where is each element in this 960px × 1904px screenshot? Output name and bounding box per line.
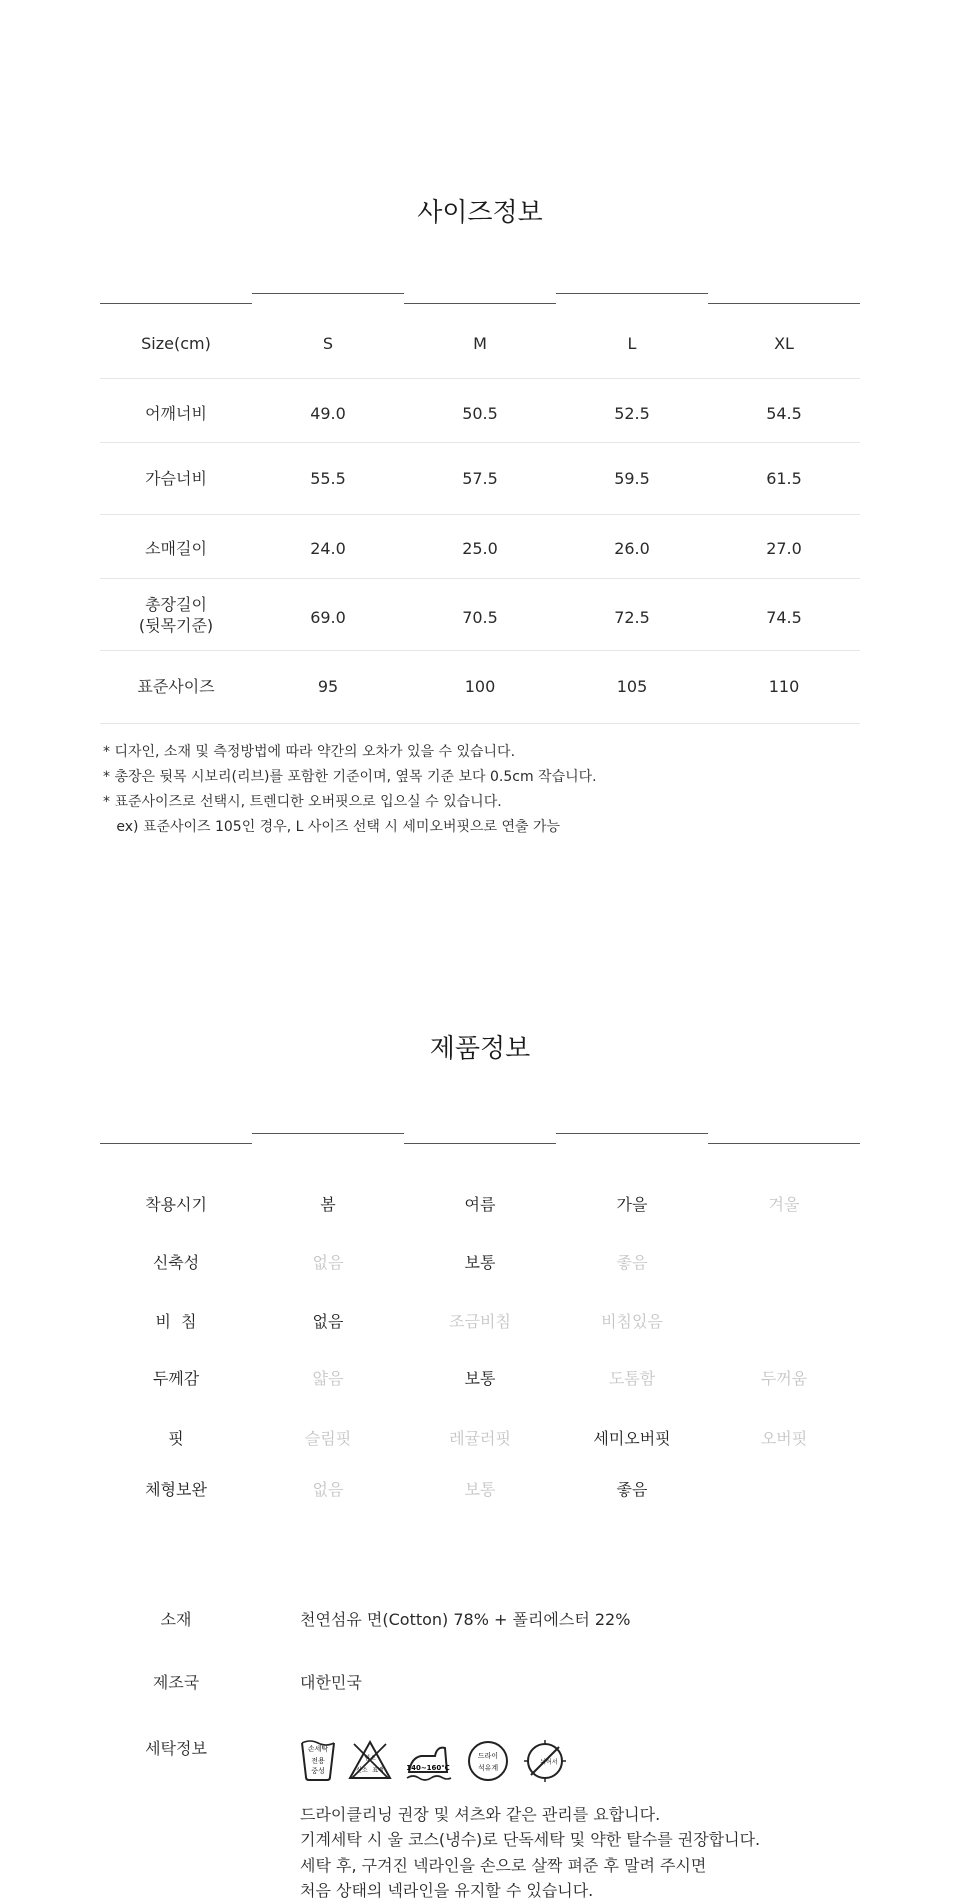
attribute-option-inactive: 얇음 [312, 1369, 344, 1388]
size-row-label: 표준사이즈 [137, 677, 215, 696]
size-header-l: L [627, 334, 637, 353]
attribute-option-inactive: 보통 [464, 1480, 496, 1499]
size-value: 54.5 [766, 404, 802, 423]
svg-text:표백: 표백 [372, 1767, 384, 1774]
attribute-label: 핏 [168, 1429, 184, 1448]
size-note: * 디자인, 소재 및 측정방법에 따라 약간의 오차가 있을 수 있습니다. [103, 744, 516, 760]
care-text-line: 세탁 후, 구겨진 넥라인을 손으로 살짝 펴준 후 말려 주시면 [300, 1856, 707, 1875]
care-text-line: 처음 상태의 넥라인을 유지할 수 있습니다. [300, 1881, 594, 1900]
size-value: 105 [616, 677, 648, 696]
size-value: 59.5 [614, 469, 650, 488]
attribute-option-inactive: 오버핏 [760, 1429, 808, 1448]
hand-wash-icon [298, 1737, 338, 1783]
care-label: 세탁정보 [145, 1739, 207, 1758]
attribute-option-inactive: 비침있음 [601, 1312, 663, 1331]
svg-text:손세탁: 손세탁 [307, 1745, 329, 1753]
size-section-title: 사이즈정보 [417, 198, 543, 228]
svg-text:중성: 중성 [311, 1767, 325, 1775]
attribute-option-inactive: 좋음 [616, 1253, 648, 1272]
attribute-option-active: 보통 [464, 1253, 496, 1272]
country-value: 대한민국 [300, 1673, 362, 1692]
size-row-label: 소매길이 [145, 539, 207, 558]
row-divider [100, 578, 860, 579]
row-divider [100, 723, 860, 724]
size-row-label: 가슴너비 [145, 469, 207, 488]
size-value: 74.5 [766, 608, 802, 627]
product-section-title: 제품정보 [429, 1034, 531, 1064]
size-note: * 총장은 뒷목 시보리(리브)를 포함한 기준이며, 옆목 기준 보다 0.5cm 작습니다. [103, 769, 597, 785]
size-value: 72.5 [614, 608, 650, 627]
size-note: ex) 표준사이즈 105인 경우, L 사이즈 선택 시 세미오버핏으로 연출 가능 [103, 819, 561, 835]
size-row-label-line2: (뒷목기준) [138, 616, 214, 635]
svg-text:전용: 전용 [311, 1757, 325, 1765]
row-divider [100, 442, 860, 443]
row-divider [100, 378, 860, 379]
attribute-option-inactive: 없음 [312, 1480, 344, 1499]
attribute-option-active: 좋음 [616, 1480, 648, 1499]
attribute-label: 비 침 [155, 1312, 197, 1331]
size-header-m: M [473, 334, 487, 353]
dry-clean-icon [466, 1739, 510, 1783]
size-value: 27.0 [766, 539, 802, 558]
attribute-option-inactive: 도톰함 [608, 1369, 656, 1388]
attribute-label: 착용시기 [145, 1195, 207, 1214]
size-row-label-line1: 총장길이 [145, 595, 207, 614]
size-note: * 표준사이즈로 선택시, 트렌디한 오버핏으로 입으실 수 있습니다. [103, 794, 502, 810]
svg-text:염소: 염소 [364, 1755, 376, 1762]
material-label: 소재 [160, 1610, 192, 1629]
attribute-option-active: 가을 [616, 1195, 648, 1214]
attribute-option-inactive: 겨울 [768, 1195, 800, 1214]
size-row-label: 어깨너비 [145, 404, 207, 423]
svg-text:드라이: 드라이 [477, 1752, 499, 1760]
size-value: 50.5 [462, 404, 498, 423]
attribute-label: 두께감 [152, 1369, 200, 1388]
no-bleach-icon [346, 1738, 394, 1782]
attribute-option-inactive: 두꺼움 [760, 1369, 808, 1388]
size-value: 110 [768, 677, 800, 696]
size-value: 24.0 [310, 539, 346, 558]
iron-icon [405, 1742, 453, 1782]
attribute-option-inactive: 없음 [312, 1253, 344, 1272]
attribute-option-active: 없음 [312, 1312, 344, 1331]
attribute-option-active: 세미오버핏 [593, 1429, 671, 1448]
size-value: 100 [464, 677, 496, 696]
care-text-line: 드라이클리닝 권장 및 셔츠와 같은 관리를 요합니다. [300, 1805, 661, 1824]
attribute-option-active: 봄 [320, 1195, 336, 1214]
country-label: 제조국 [152, 1673, 200, 1692]
size-value: 57.5 [462, 469, 498, 488]
size-header-xl: XL [774, 334, 794, 353]
size-value: 25.0 [462, 539, 498, 558]
size-header-s: S [322, 334, 334, 353]
svg-text:뉘어서: 뉘어서 [540, 1759, 558, 1766]
material-value: 천연섬유 면(Cotton) 78% + 폴리에스터 22% [300, 1610, 631, 1629]
size-header-label: Size(cm) [141, 334, 211, 353]
size-value: 52.5 [614, 404, 650, 423]
attribute-label: 신축성 [152, 1253, 200, 1272]
size-value: 61.5 [766, 469, 802, 488]
attribute-option-active: 여름 [464, 1195, 496, 1214]
size-value: 26.0 [614, 539, 650, 558]
size-value: 95 [317, 677, 339, 696]
size-value: 55.5 [310, 469, 346, 488]
care-text-line: 기계세탁 시 울 코스(냉수)로 단독세탁 및 약한 탈수를 권장합니다. [300, 1830, 761, 1849]
row-divider [100, 514, 860, 515]
svg-text:산소: 산소 [356, 1767, 368, 1774]
attribute-option-inactive: 조금비침 [449, 1312, 511, 1331]
size-value: 49.0 [310, 404, 346, 423]
size-value: 69.0 [310, 608, 346, 627]
size-value: 70.5 [462, 608, 498, 627]
attribute-option-inactive: 레귤러핏 [449, 1429, 511, 1448]
attribute-label: 체형보완 [145, 1480, 207, 1499]
no-tumble-dry-icon [523, 1739, 567, 1783]
svg-text:석유계: 석유계 [477, 1764, 499, 1772]
svg-text:140~160℃: 140~160℃ [406, 1764, 450, 1772]
row-divider [100, 650, 860, 651]
attribute-option-inactive: 슬림핏 [304, 1429, 352, 1448]
attribute-option-active: 보통 [464, 1369, 496, 1388]
